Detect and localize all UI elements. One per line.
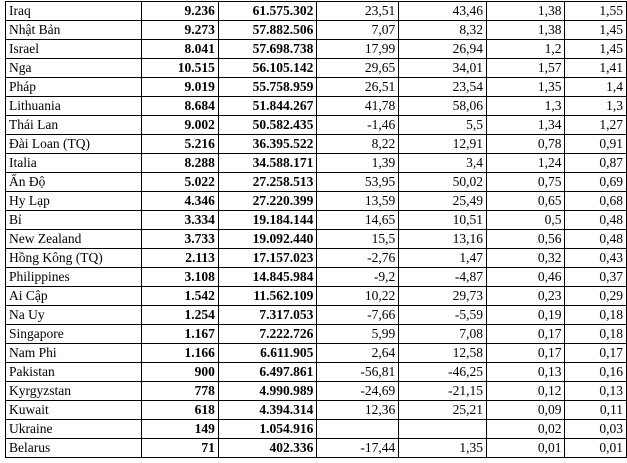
country-cell: Ấn Độ <box>6 173 142 192</box>
table-row <box>6 154 627 173</box>
quantity-share-cell: 0,23 <box>487 287 565 306</box>
value-growth-cell: 43,46 <box>399 2 487 21</box>
value-growth-cell: 1,35 <box>399 439 487 458</box>
table-row <box>6 287 627 306</box>
quantity-share-cell: 0,32 <box>487 249 565 268</box>
quantity-share-cell: 1,38 <box>487 21 565 40</box>
country-cell: Nga <box>6 59 142 78</box>
quantity-growth-cell: 1,39 <box>317 154 399 173</box>
value-growth-cell: 8,32 <box>399 21 487 40</box>
quantity-cell: 778 <box>141 382 218 401</box>
country-cell: Kyrgyzstan <box>6 382 142 401</box>
table-row <box>6 363 627 382</box>
value-growth-cell: 23,54 <box>399 78 487 97</box>
quantity-growth-cell: 53,95 <box>317 173 399 192</box>
value-share-cell: 0,37 <box>565 268 627 287</box>
quantity-share-cell: 0,13 <box>487 363 565 382</box>
quantity-cell: 9.273 <box>141 21 218 40</box>
quantity-growth-cell: 2,64 <box>317 344 399 363</box>
quantity-growth-cell: 23,51 <box>317 2 399 21</box>
value-share-cell: 0,48 <box>565 230 627 249</box>
quantity-cell: 2.113 <box>141 249 218 268</box>
value-cell: 27.220.399 <box>218 192 317 211</box>
table-row <box>6 97 627 116</box>
quantity-growth-cell: -2,76 <box>317 249 399 268</box>
quantity-cell: 5.216 <box>141 135 218 154</box>
value-cell: 4.394.314 <box>218 401 317 420</box>
value-cell: 19.092.440 <box>218 230 317 249</box>
value-cell: 402.336 <box>218 439 317 458</box>
table-row <box>6 325 627 344</box>
value-share-cell: 0,68 <box>565 192 627 211</box>
value-growth-cell: 58,06 <box>399 97 487 116</box>
value-growth-cell: 3,4 <box>399 154 487 173</box>
quantity-share-cell: 0,46 <box>487 268 565 287</box>
value-cell: 50.582.435 <box>218 116 317 135</box>
quantity-share-cell: 0,5 <box>487 211 565 230</box>
table-row <box>6 116 627 135</box>
country-cell: Israel <box>6 40 142 59</box>
quantity-share-cell: 0,17 <box>487 344 565 363</box>
value-share-cell: 1,41 <box>565 59 627 78</box>
table-row <box>6 230 627 249</box>
value-cell: 55.758.959 <box>218 78 317 97</box>
quantity-growth-cell: -17,44 <box>317 439 399 458</box>
value-growth-cell: -4,87 <box>399 268 487 287</box>
quantity-cell: 3.733 <box>141 230 218 249</box>
country-cell: Iraq <box>6 2 142 21</box>
value-share-cell: 0,13 <box>565 382 627 401</box>
quantity-share-cell: 0,17 <box>487 325 565 344</box>
value-cell: 6.611.905 <box>218 344 317 363</box>
value-share-cell: 0,03 <box>565 420 627 439</box>
value-share-cell: 0,17 <box>565 344 627 363</box>
value-cell: 7.222.726 <box>218 325 317 344</box>
country-cell: Đài Loan (TQ) <box>6 135 142 154</box>
quantity-cell: 1.254 <box>141 306 218 325</box>
quantity-share-cell: 1,24 <box>487 154 565 173</box>
quantity-cell: 5.022 <box>141 173 218 192</box>
value-growth-cell: 10,51 <box>399 211 487 230</box>
value-growth-cell: -5,59 <box>399 306 487 325</box>
table-row <box>6 59 627 78</box>
country-cell: Nam Phi <box>6 344 142 363</box>
value-share-cell: 0,18 <box>565 325 627 344</box>
country-cell: Pháp <box>6 78 142 97</box>
value-share-cell: 1,55 <box>565 2 627 21</box>
value-share-cell: 0,29 <box>565 287 627 306</box>
quantity-share-cell: 1,57 <box>487 59 565 78</box>
table-row <box>6 306 627 325</box>
country-cell: Ai Cập <box>6 287 142 306</box>
value-cell: 11.562.109 <box>218 287 317 306</box>
quantity-cell: 8.684 <box>141 97 218 116</box>
quantity-growth-cell: 41,78 <box>317 97 399 116</box>
quantity-cell: 1.166 <box>141 344 218 363</box>
value-cell: 14.845.984 <box>218 268 317 287</box>
value-cell: 17.157.023 <box>218 249 317 268</box>
quantity-cell: 3.334 <box>141 211 218 230</box>
value-growth-cell: 5,5 <box>399 116 487 135</box>
quantity-cell: 8.041 <box>141 40 218 59</box>
quantity-cell: 9.236 <box>141 2 218 21</box>
quantity-growth-cell: -1,46 <box>317 116 399 135</box>
quantity-share-cell: 0,09 <box>487 401 565 420</box>
quantity-share-cell: 1,2 <box>487 40 565 59</box>
country-cell: Ukraine <box>6 420 142 439</box>
value-growth-cell: 12,91 <box>399 135 487 154</box>
quantity-share-cell: 0,56 <box>487 230 565 249</box>
table-row <box>6 211 627 230</box>
country-cell: Philippines <box>6 268 142 287</box>
country-cell: Nhật Bản <box>6 21 142 40</box>
quantity-share-cell: 0,12 <box>487 382 565 401</box>
value-growth-cell: 25,49 <box>399 192 487 211</box>
value-growth-cell: 25,21 <box>399 401 487 420</box>
quantity-cell: 149 <box>141 420 218 439</box>
value-growth-cell: 1,47 <box>399 249 487 268</box>
value-share-cell: 0,69 <box>565 173 627 192</box>
table-row <box>6 173 627 192</box>
table-row <box>6 420 627 439</box>
value-growth-cell: 50,02 <box>399 173 487 192</box>
value-growth-cell: -46,25 <box>399 363 487 382</box>
quantity-share-cell: 1,3 <box>487 97 565 116</box>
value-share-cell: 0,16 <box>565 363 627 382</box>
value-growth-cell: 13,16 <box>399 230 487 249</box>
quantity-cell: 3.108 <box>141 268 218 287</box>
country-cell: Lithuania <box>6 97 142 116</box>
country-cell: Pakistan <box>6 363 142 382</box>
country-cell: Hồng Kông (TQ) <box>6 249 142 268</box>
value-share-cell: 1,4 <box>565 78 627 97</box>
country-cell: Thái Lan <box>6 116 142 135</box>
value-growth-cell: -21,15 <box>399 382 487 401</box>
table-row <box>6 249 627 268</box>
value-cell: 6.497.861 <box>218 363 317 382</box>
quantity-growth-cell: 26,51 <box>317 78 399 97</box>
table-row <box>6 21 627 40</box>
quantity-cell: 9.019 <box>141 78 218 97</box>
quantity-share-cell: 1,38 <box>487 2 565 21</box>
quantity-cell: 618 <box>141 401 218 420</box>
quantity-share-cell: 1,34 <box>487 116 565 135</box>
quantity-share-cell: 0,78 <box>487 135 565 154</box>
value-growth-cell: 26,94 <box>399 40 487 59</box>
value-cell: 57.882.506 <box>218 21 317 40</box>
value-growth-cell: 7,08 <box>399 325 487 344</box>
quantity-growth-cell: 5,99 <box>317 325 399 344</box>
country-cell: Belarus <box>6 439 142 458</box>
value-cell: 61.575.302 <box>218 2 317 21</box>
value-share-cell: 0,48 <box>565 211 627 230</box>
table-row <box>6 135 627 154</box>
quantity-cell: 1.167 <box>141 325 218 344</box>
country-cell: Singapore <box>6 325 142 344</box>
quantity-share-cell: 0,75 <box>487 173 565 192</box>
quantity-growth-cell: 7,07 <box>317 21 399 40</box>
country-cell: Na Uy <box>6 306 142 325</box>
quantity-cell: 1.542 <box>141 287 218 306</box>
value-share-cell: 1,3 <box>565 97 627 116</box>
value-share-cell: 0,43 <box>565 249 627 268</box>
quantity-cell: 900 <box>141 363 218 382</box>
quantity-share-cell: 0,02 <box>487 420 565 439</box>
quantity-cell: 10.515 <box>141 59 218 78</box>
value-share-cell: 1,45 <box>565 21 627 40</box>
value-share-cell: 0,18 <box>565 306 627 325</box>
value-share-cell: 0,87 <box>565 154 627 173</box>
quantity-cell: 8.288 <box>141 154 218 173</box>
table-row <box>6 2 627 21</box>
table-row <box>6 344 627 363</box>
value-growth-cell: 12,58 <box>399 344 487 363</box>
table-body <box>6 2 627 458</box>
value-cell: 34.588.171 <box>218 154 317 173</box>
table-row <box>6 382 627 401</box>
value-cell: 36.395.522 <box>218 135 317 154</box>
quantity-growth-cell: 12,36 <box>317 401 399 420</box>
quantity-cell: 71 <box>141 439 218 458</box>
quantity-growth-cell: -9,2 <box>317 268 399 287</box>
value-cell: 7.317.053 <box>218 306 317 325</box>
quantity-share-cell: 0,65 <box>487 192 565 211</box>
quantity-growth-cell: -56,81 <box>317 363 399 382</box>
value-growth-cell: 29,73 <box>399 287 487 306</box>
value-cell: 1.054.916 <box>218 420 317 439</box>
quantity-cell: 4.346 <box>141 192 218 211</box>
country-cell: New Zealand <box>6 230 142 249</box>
quantity-growth-cell: 15,5 <box>317 230 399 249</box>
table-row <box>6 78 627 97</box>
quantity-growth-cell: 13,59 <box>317 192 399 211</box>
quantity-growth-cell: 17,99 <box>317 40 399 59</box>
quantity-share-cell: 0,01 <box>487 439 565 458</box>
country-cell: Hy Lạp <box>6 192 142 211</box>
quantity-growth-cell: 10,22 <box>317 287 399 306</box>
table-row <box>6 401 627 420</box>
value-cell: 19.184.144 <box>218 211 317 230</box>
quantity-growth-cell: 29,65 <box>317 59 399 78</box>
country-cell: Kuwait <box>6 401 142 420</box>
table-row <box>6 439 627 458</box>
country-cell: Italia <box>6 154 142 173</box>
table-row <box>6 40 627 59</box>
value-growth-cell: 34,01 <box>399 59 487 78</box>
country-cell: Bỉ <box>6 211 142 230</box>
table-row <box>6 268 627 287</box>
quantity-growth-cell: -7,66 <box>317 306 399 325</box>
value-cell: 51.844.267 <box>218 97 317 116</box>
quantity-growth-cell: -24,69 <box>317 382 399 401</box>
data-table <box>5 1 627 458</box>
quantity-growth-cell <box>317 420 399 439</box>
quantity-share-cell: 1,35 <box>487 78 565 97</box>
value-share-cell: 1,27 <box>565 116 627 135</box>
quantity-growth-cell: 8,22 <box>317 135 399 154</box>
value-cell: 27.258.513 <box>218 173 317 192</box>
value-share-cell: 1,45 <box>565 40 627 59</box>
table-row <box>6 192 627 211</box>
value-share-cell: 0,91 <box>565 135 627 154</box>
value-share-cell: 0,01 <box>565 439 627 458</box>
quantity-growth-cell: 14,65 <box>317 211 399 230</box>
value-cell: 57.698.738 <box>218 40 317 59</box>
quantity-share-cell: 0,19 <box>487 306 565 325</box>
value-cell: 4.990.989 <box>218 382 317 401</box>
value-growth-cell <box>399 420 487 439</box>
value-cell: 56.105.142 <box>218 59 317 78</box>
value-share-cell: 0,11 <box>565 401 627 420</box>
quantity-cell: 9.002 <box>141 116 218 135</box>
